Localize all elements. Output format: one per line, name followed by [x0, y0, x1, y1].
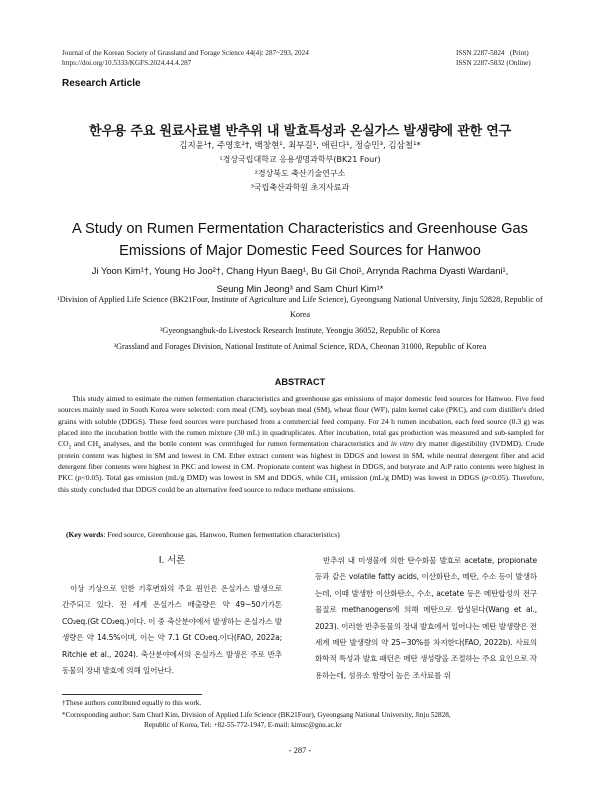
- section-heading-introduction: Ⅰ. 서론: [158, 555, 186, 566]
- footnote-rule: [62, 694, 202, 695]
- english-title: [30, 218, 570, 262]
- corresponding-line-2: Republic of Korea, Tel: +82-55-772-1947, E-mail: kimsc@gnu.ac.kr: [144, 721, 342, 729]
- korean-title: 한우용 주요 원료사료별 반추위 내 발효특성과 온실가스 발생량에 관한 연구: [88, 124, 512, 139]
- journal-citation: Journal of the Korean Society of Grassland and Forage Science 44(4): 287~293, 2024: [62, 49, 309, 57]
- korean-affiliation-3: ³국립축산과학원 초지사료과: [250, 183, 350, 192]
- korean-affiliation-2: ²경상북도 축산기술연구소: [254, 169, 346, 178]
- footnote-corresponding-author: [62, 710, 552, 730]
- english-affiliation-2: ²Gyeongsangbuk-do Livestock Research Institute, Yeongju 36052, Republic of Korea: [159, 326, 441, 335]
- article-type: Research Article: [62, 78, 141, 89]
- english-title-line-1: A Study on Rumen Fermentation Characteristics and Greenhouse Gas: [72, 221, 528, 237]
- abstract-heading: ABSTRACT: [274, 377, 326, 387]
- english-affiliation-1: ¹Division of Applied Life Science (BK21Four, Institute of Agriculture and Life Science), Gyeongsang National University, Jinju 52828, Republic of Korea: [57, 295, 543, 319]
- page-number: - 287 -: [288, 745, 312, 755]
- issn-online: ISSN 2287-5832 (Online): [456, 59, 531, 67]
- english-title-line-2: Emissions of Major Domestic Feed Sources for Hanwoo: [119, 243, 481, 259]
- body-column-right: [315, 553, 537, 684]
- intro-paragraph-left: 이상 기상으로 인한 기후변화의 주요 원인은 온실가스 발생으로 간주되고 있다. 전 세계 온실가스 배출량은 약 49~50기가톤 CO₂eq.(Gt CO₂eq.)이다. 이 중 축산분야에서 발생하는 온실가스 발생량은 약 14.5%이며, 이는 약 7.1 Gt CO₂eq.이다(FAO, 2022a; Ritchie et al., 2024). 축산분야에서의 온실가스 발생은 주로 반추동물의 장내 발효에 의해 일어난다.: [62, 584, 282, 676]
- doi-link[interactable]: https://doi.org/10.5333/KGFS.2024.44.4.287: [62, 59, 192, 67]
- english-authors-line-1: Ji Yoon Kim¹†, Young Ho Joo²†, Chang Hyun Baeg¹, Bu Gil Choi¹, Arrynda Rachma Dyasti Wardani¹,: [91, 265, 509, 276]
- corresponding-line-1: *Corresponding author: Sam Churl Kim, Division of Applied Life Science (BK21Four), Gyeongsang National University, Jinju 52828,: [62, 711, 451, 719]
- journal-header: [62, 48, 309, 68]
- english-authors-line-2: Seung Min Jeong³ and Sam Churl Kim¹*: [216, 283, 384, 294]
- footnote-equal-contribution: †These authors contributed equally to this work.: [62, 699, 202, 707]
- english-affiliation-3: ³Grassland and Forages Division, National Institute of Animal Science, RDA, Cheonan 31000, Republic of Korea: [113, 342, 487, 351]
- abstract-body: This study aimed to estimate the rumen fermentation characteristics and greenhouse gas emissions of major domestic feed sources for Hanwoo. Five feed sources mainly used in South Korea were selected: corn meal (CM), soybean meal (SM), wheat flour (WF), palm kernel cake (PKC), and corn distiller's dried grains with soluble (DDGS). These feed sources were purchased from a commercial feed company. For 24 h rumen incubation, each feed source (0.3 g) was placed into the incubation bottle with the rumen mixture (30 mL) in quadruplicates. After incubation, total gas production was measured and sub-sampled for $CO_2$ and $CH_4$ analyses, and the bottle content was centrifuged for rumen fermentation characteristics and in vitro dry matter digestibility (IVDMD). Crude protein content was highest in SM and lowest in CM. Ether extract content was highest in DDGS and lowest in SM, while neutral detergent fiber and acid detergent fiber contents were highest in PKC and lowest in CM. Propionate content was highest in DDGS, and butyrate and A:P ratio contents were highest in PKC (p<0.05). Total gas emission (mL/g DMD) was lowest in SM and DDGS, while $CH_4$ emission (mL/g DMD) was lowest in DDGS (p<0.05). Therefore, this study concluded that DDGS could be an alternative feed source to reduce methane emissions.: [58, 394, 545, 494]
- korean-authors: 김지윤¹†, 주영호²†, 백창현¹, 최부길¹, 애린다¹, 정승민³, 김삼철¹*: [179, 141, 421, 151]
- keywords-text: : Feed source, Greenhouse gas, Hanwoo, Rumen fermentation characteristics): [103, 530, 340, 539]
- keywords: [66, 529, 546, 540]
- issn-print: ISSN 2287-5824 (Print): [456, 49, 529, 57]
- keywords-label: (Key words: [66, 530, 104, 539]
- korean-affiliation-1: ¹경상국립대학교 응용생명과학부(BK21 Four): [219, 155, 381, 164]
- body-column-left: [62, 553, 282, 679]
- intro-paragraph-right: 반추위 내 미생물에 의한 탄수화물 발효로 acetate, propionate 등과 같은 volatile fatty acids, 이산화탄소, 메탄, 수소 등이 발생하는데, 이때 발생한 이산화탄소, 수소, acetate 등은 메탄합성의 전구물질로 methanogens에 의해 메탄으로 합성된다(Wang et al., 2023). 이러한 반추동물의 장내 발효에서 일어나는 메탄 발생량은 전 세계 메탄 발생량의 약 25~30%를 차지한다(FAO, 2022b). 사료의 화학적 특성과 발효 패턴은 메탄 생성량을 조절하는 주요 요인으로 작용하는데, 섬유소 함량이 높은 조사료를 위: [315, 556, 537, 680]
- issn-block: [456, 48, 531, 68]
